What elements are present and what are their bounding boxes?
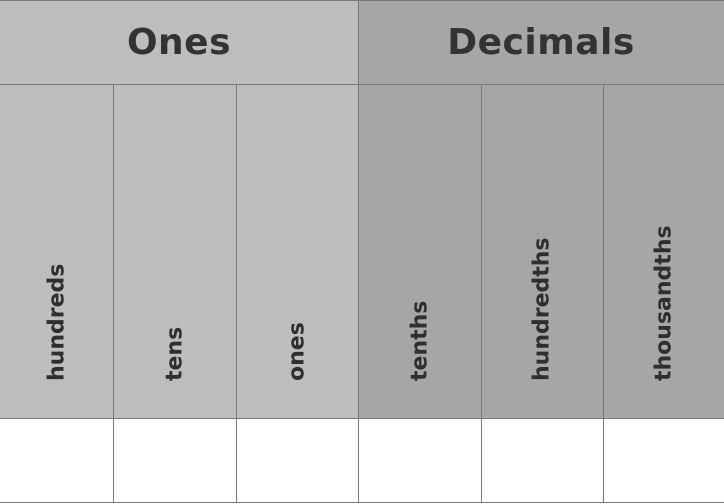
column-header-hundredths: [481, 84, 603, 418]
column-label-ones: ones: [284, 322, 310, 381]
entry-cell-hundredths[interactable]: [481, 418, 603, 504]
grid-line-col-2: [236, 84, 237, 503]
entry-cell-ones[interactable]: [236, 418, 358, 504]
grid-line-header: [0, 84, 724, 85]
grid-line-col-5: [603, 84, 604, 503]
group-header-ones-label: Ones: [126, 21, 232, 63]
entry-cell-tenths[interactable]: [358, 418, 481, 504]
grid-line-col-1: [113, 84, 114, 503]
grid-line-top: [0, 0, 724, 1]
grid-line-bottom: [0, 502, 724, 503]
entry-cell-tens[interactable]: [113, 418, 236, 504]
column-header-hundreds: [0, 84, 113, 418]
column-header-tens: [113, 84, 236, 418]
grid-line-group-divider: [358, 0, 359, 503]
column-label-tens: tens: [162, 326, 187, 381]
column-header-tenths: [358, 84, 481, 418]
column-label-hundreds: hundreds: [44, 263, 69, 381]
column-label-tenths: tenths: [407, 300, 432, 381]
column-label-hundredths: hundredths: [529, 237, 555, 381]
column-label-thousandths: thousandths: [651, 225, 676, 381]
entry-cell-thousandths[interactable]: [603, 418, 724, 504]
column-header-ones: [236, 84, 358, 418]
grid-line-col-4: [481, 84, 482, 503]
column-header-thousandths: [603, 84, 724, 418]
group-header-ones: [0, 0, 358, 84]
entry-cell-hundreds[interactable]: [0, 418, 113, 504]
group-header-decimals: [358, 0, 724, 84]
grid-line-entries: [0, 418, 724, 419]
group-header-decimals-label: Decimals: [447, 21, 635, 63]
